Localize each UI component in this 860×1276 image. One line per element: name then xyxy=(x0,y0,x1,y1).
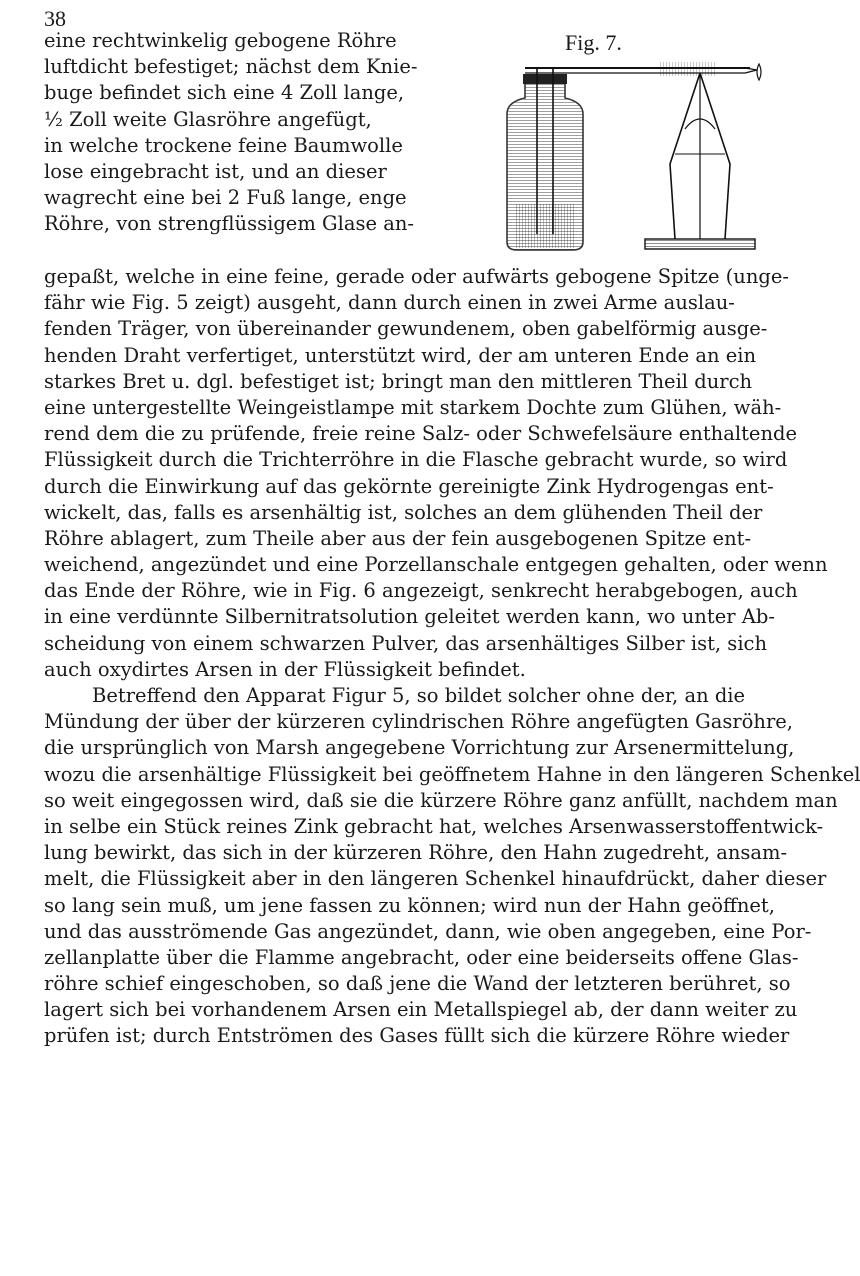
wick-marker xyxy=(757,64,761,80)
text-line: rend dem die zu prüfende, freie reine Salz- oder Schwefelsäure enthaltende xyxy=(44,422,798,446)
apparatus-figure xyxy=(495,54,765,259)
text-line: Röhre ablagert, zum Theile aber aus der fein ausgebogenen Spitze ent- xyxy=(44,526,752,550)
text-line: zellanplatte über die Flamme angebracht, oder eine beiderseits offene Glas- xyxy=(44,945,799,969)
text-line: buge befindet sich eine 4 Zoll lange, xyxy=(44,81,405,105)
text-line: Flüssigkeit durch die Trichterröhre in die Flasche gebracht wurde, so wird xyxy=(44,448,788,472)
text-line: auch oxydirtes Arsen in der Flüssigkeit befindet. xyxy=(44,657,526,681)
text-line: in welche trockene feine Baumwolle xyxy=(44,133,403,157)
text-line: lung bewirkt, das sich in der kürzeren Röhre, den Hahn zugedreht, ansam- xyxy=(44,841,788,865)
text-line: wagrecht eine bei 2 Fuß lange, enge xyxy=(44,186,407,210)
text-line: starkes Bret u. dgl. befestiget ist; bringt man den mittleren Theil durch xyxy=(44,369,753,393)
text-line: und das ausströmende Gas angezündet, dann, wie oben angegeben, eine Por- xyxy=(44,919,812,943)
page-number: 38 xyxy=(44,6,66,31)
text-line: fähr wie Fig. 5 zeigt) ausgeht, dann durch einen in zwei Arme auslau- xyxy=(44,291,735,315)
text-line: Röhre, von strengflüssigem Glase an- xyxy=(44,212,414,236)
text-line: die ursprünglich von Marsh angegebene Vorrichtung zur Arsenermittelung, xyxy=(44,736,795,760)
text-line: eine untergestellte Weingeistlampe mit starkem Dochte zum Glühen, wäh- xyxy=(44,395,782,419)
text-line: gepaßt, welche in eine feine, gerade oder aufwärts gebogene Spitze (unge- xyxy=(44,265,790,288)
text-line: wickelt, das, falls es arsenhältig ist, solches an dem glühenden Theil der xyxy=(44,500,763,524)
horizontal-tube xyxy=(525,62,757,76)
text-line: in selbe ein Stück reines Zink gebracht hat, welches Arsenwasserstoffentwick- xyxy=(44,814,824,838)
text-line: Betreffend den Apparat Figur 5, so bildet solcher ohne der, an die xyxy=(92,684,746,707)
text-line: fenden Träger, von übereinander gewundenem, oben gabelförmig ausge- xyxy=(44,317,768,341)
text-line: das Ende der Röhre, wie in Fig. 6 angezeigt, senkrecht herabgebogen, auch xyxy=(44,579,798,603)
text-line: henden Draht verfertiget, unterstützt wird, der am unteren Ende an ein xyxy=(44,343,757,367)
text-line: durch die Einwirkung auf das gekörnte gereinigte Zink Hydrogengas ent- xyxy=(44,474,774,498)
text-line: lagert sich bei vorhandenem Arsen ein Metallspiegel ab, der dann weiter zu xyxy=(44,998,798,1022)
support-stand xyxy=(645,73,755,249)
body-text xyxy=(44,264,860,1050)
text-line: wozu die arsenhältige Flüssigkeit bei geöffnetem Hahne in den längeren Schenkel xyxy=(44,762,860,786)
text-line: röhre schief eingeschoben, so daß jene die Wand der letzteren berühret, so xyxy=(44,972,791,996)
text-line: ½ Zoll weite Glasröhre angefügt, xyxy=(44,107,372,131)
text-line: prüfen ist; durch Entströmen des Gases füllt sich die kürzere Röhre wieder xyxy=(44,1024,790,1048)
bottle xyxy=(507,68,583,250)
text-line: in eine verdünnte Silbernitratsolution geleitet werden kann, wo unter Ab- xyxy=(44,605,775,629)
text-line: so weit eingegossen wird, daß sie die kürzere Röhre ganz anfüllt, nachdem man xyxy=(44,788,838,812)
figure-caption: Fig. 7. xyxy=(565,30,622,55)
text-line: scheidung von einem schwarzen Pulver, das arsenhältiges Silber ist, sich xyxy=(44,631,768,655)
text-line: luftdicht befestiget; nächst dem Knie- xyxy=(44,55,418,79)
text-line: eine rechtwinkelig gebogene Röhre xyxy=(44,29,397,52)
text-line: melt, die Flüssigkeit aber in den längeren Schenkel hinaufdrückt, daher dieser xyxy=(44,867,827,891)
lead-paragraph xyxy=(44,28,459,238)
text-line: weichend, angezündet und eine Porzellanschale entgegen gehalten, oder wenn xyxy=(44,553,828,577)
text-line: Mündung der über der kürzeren cylindrischen Röhre angefügten Gasröhre, xyxy=(44,710,794,734)
text-line: lose eingebracht ist, und an dieser xyxy=(44,159,387,183)
text-line: so lang sein muß, um jene fassen zu können; wird nun der Hahn geöffnet, xyxy=(44,893,775,917)
